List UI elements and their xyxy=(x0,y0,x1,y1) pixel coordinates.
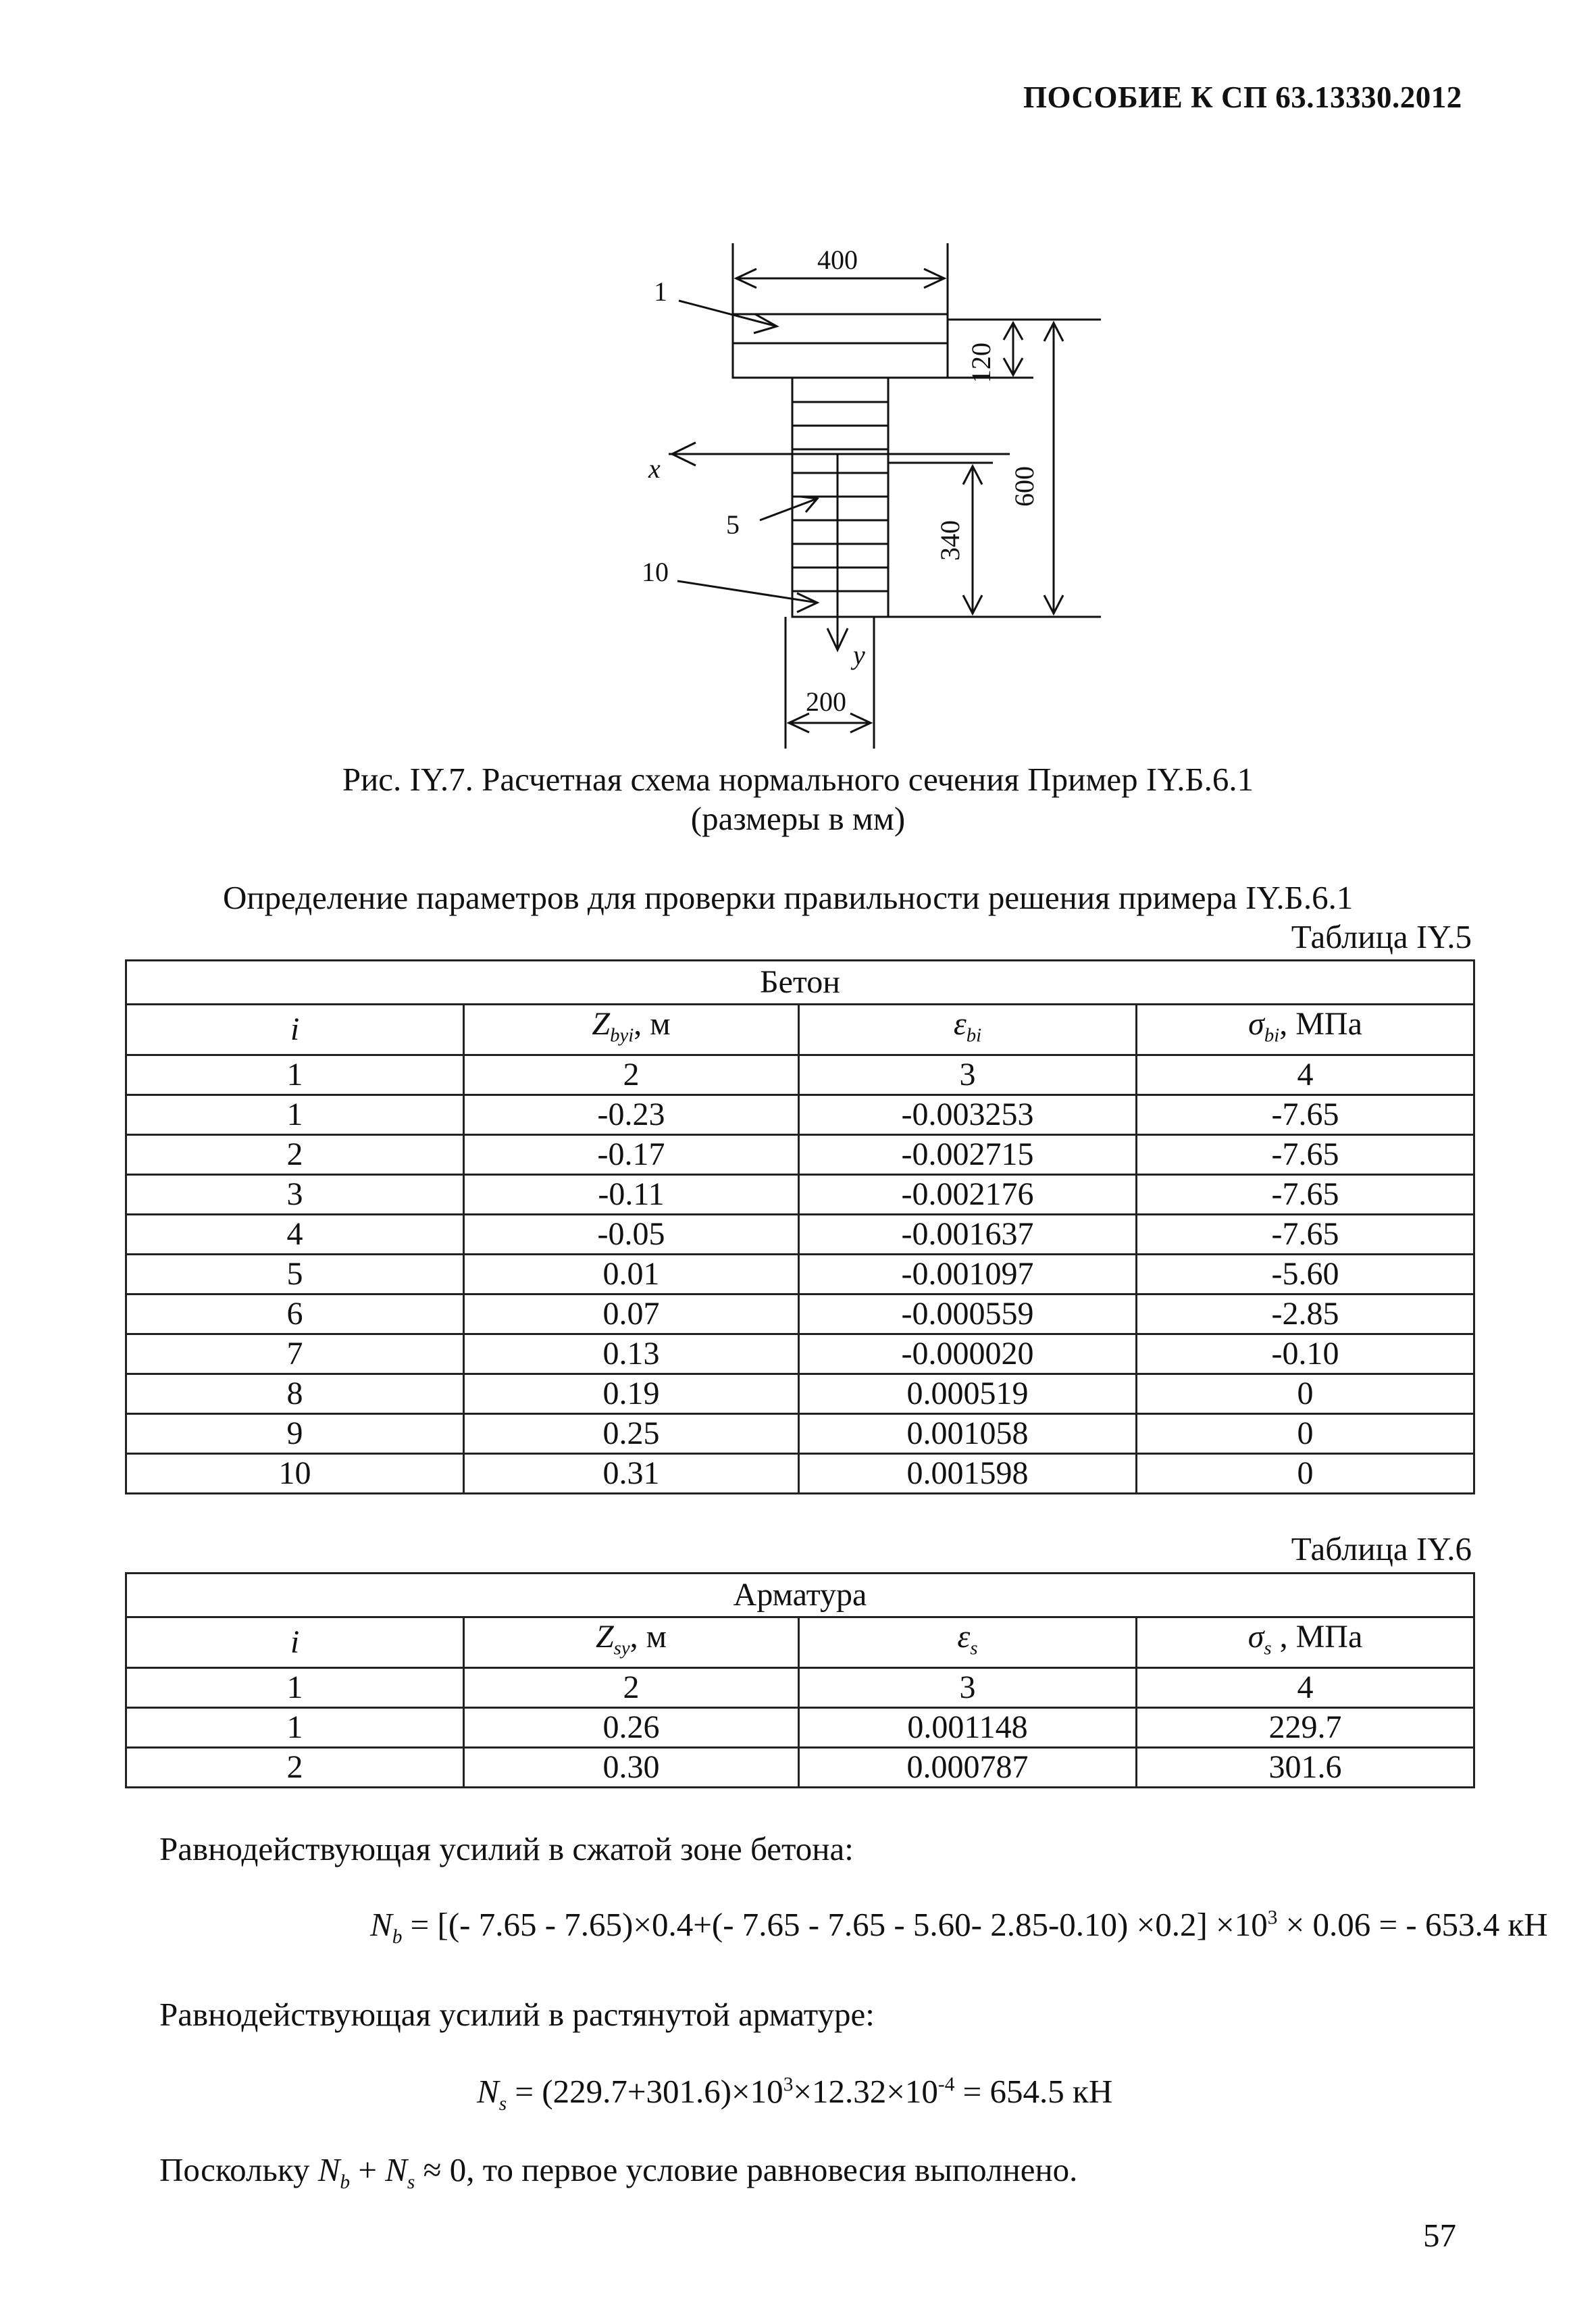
table6-row xyxy=(126,1708,1474,1748)
definition-title: Определение параметров для проверки правильности решения примера IY.Б.6.1 xyxy=(223,879,1354,916)
table-cell: 301.6 xyxy=(1137,1748,1474,1788)
table-cell: 8 xyxy=(126,1374,464,1414)
table5-header-eps: $\varepsilon_{bi}$ xyxy=(799,1005,1137,1055)
label-1: 1 xyxy=(654,276,667,307)
table-cell: 2 xyxy=(126,1135,464,1175)
table5-row xyxy=(126,1135,1474,1175)
table-cell: -7.65 xyxy=(1137,1175,1474,1215)
label-y: y xyxy=(853,640,865,670)
table-cell: -0.23 xyxy=(464,1095,799,1135)
table-cell: -7.65 xyxy=(1137,1095,1474,1135)
table6-header-eps: $\varepsilon_s$ xyxy=(799,1617,1137,1668)
table-cell: -2.85 xyxy=(1137,1294,1474,1334)
table-cell: -5.60 xyxy=(1137,1255,1474,1294)
table6-numbering-row: 1 2 3 4 xyxy=(126,1668,1474,1708)
table-reinforcement xyxy=(125,1572,1475,1788)
table-cell: 10 xyxy=(126,1454,464,1494)
table5-header-z: $Z_{byi}$, м xyxy=(464,1005,799,1055)
table-cell: -0.05 xyxy=(464,1215,799,1255)
table-cell: 7 xyxy=(126,1334,464,1374)
paragraph-rebar-resultant: Равнодействующая усилий в растянутой арматуре: xyxy=(159,1996,875,2033)
table-cell: -0.11 xyxy=(464,1175,799,1215)
label-120: 120 xyxy=(966,343,996,383)
table5-row xyxy=(126,1334,1474,1374)
table-cell: -0.001637 xyxy=(799,1215,1137,1255)
label-5: 5 xyxy=(726,509,740,540)
table-cell: 3 xyxy=(126,1175,464,1215)
page-number: 57 xyxy=(1423,2217,1456,2254)
table-cell: 6 xyxy=(126,1294,464,1334)
label-600: 600 xyxy=(1009,466,1039,507)
table-cell: -0.002176 xyxy=(799,1175,1137,1215)
table-concrete xyxy=(125,959,1475,1494)
table-cell: 0.001058 xyxy=(799,1414,1137,1454)
table6-header-z: $Z_{sy}$, м xyxy=(464,1617,799,1668)
table5-row xyxy=(126,1255,1474,1294)
table-cell: 0.13 xyxy=(464,1334,799,1374)
label-10: 10 xyxy=(642,557,669,587)
label-x: x xyxy=(648,453,661,484)
label-400: 400 xyxy=(817,245,858,275)
table-cell: 0.31 xyxy=(464,1454,799,1494)
section-diagram xyxy=(0,0,1596,757)
table-cell: 0.001598 xyxy=(799,1454,1137,1494)
table6-header-i: i xyxy=(126,1617,464,1668)
table5-header-sigma: $\sigma_{bi}$, МПа xyxy=(1137,1005,1474,1055)
table-cell: 0.000787 xyxy=(799,1748,1137,1788)
table-cell: -7.65 xyxy=(1137,1215,1474,1255)
table6-row xyxy=(126,1748,1474,1788)
table-cell: -7.65 xyxy=(1137,1135,1474,1175)
table-cell: 0.000519 xyxy=(799,1374,1137,1414)
table-cell: 0.07 xyxy=(464,1294,799,1334)
table-cell: 0.25 xyxy=(464,1414,799,1454)
table5-row xyxy=(126,1175,1474,1215)
table5-numbering-row: 1 2 3 4 xyxy=(126,1055,1474,1095)
table-cell: 0.26 xyxy=(464,1708,799,1748)
table-cell: 5 xyxy=(126,1255,464,1294)
table-cell: 9 xyxy=(126,1414,464,1454)
formula-ns: $N_s = (229.7+301.6)\times 10^3\times 12.32\times 10^{-4} = 654.5$ кН xyxy=(477,2073,1113,2115)
table-cell: 1 xyxy=(126,1708,464,1748)
paragraph-concrete-resultant: Равнодействующая усилий в сжатой зоне бетона: xyxy=(159,1830,854,1867)
table-cell: 0.01 xyxy=(464,1255,799,1294)
figure-caption: Рис. IY.7. Расчетная схема нормального сечения Пример IY.Б.6.1 xyxy=(342,761,1254,798)
table-cell: -0.000020 xyxy=(799,1334,1137,1374)
table-cell: 1 xyxy=(126,1095,464,1135)
table-cell: 0.30 xyxy=(464,1748,799,1788)
table5-row xyxy=(126,1215,1474,1255)
table-cell: 0 xyxy=(1137,1374,1474,1414)
table-cell: -0.003253 xyxy=(799,1095,1137,1135)
table-cell: 4 xyxy=(126,1215,464,1255)
table-cell: 2 xyxy=(126,1748,464,1788)
table5-group-header: Бетон xyxy=(126,961,1474,1005)
paragraph-equilibrium-conclusion: Поскольку $N_b + N_s \approx 0$, то первое условие равновесия выполнено. xyxy=(159,2151,1078,2193)
table-cell: -0.000559 xyxy=(799,1294,1137,1334)
table5-row xyxy=(126,1294,1474,1334)
table-cell: 229.7 xyxy=(1137,1708,1474,1748)
table-cell: -0.002715 xyxy=(799,1135,1137,1175)
table-cell: 0.19 xyxy=(464,1374,799,1414)
table5-label: Таблица IY.5 xyxy=(1291,918,1472,955)
table5-row xyxy=(126,1454,1474,1494)
table-cell: 0 xyxy=(1137,1454,1474,1494)
table-cell: -0.10 xyxy=(1137,1334,1474,1374)
table6-label: Таблица IY.6 xyxy=(1291,1530,1472,1567)
label-200: 200 xyxy=(806,686,846,717)
formula-nb: $N_b$ = [(- 7.65 - 7.65)×0.4+(- 7.65 - 7.65 - 5.60- $2.85-0.10) \times 0.2] \times 10^3 \times 0.06$ = - 653.4 кН xyxy=(370,1906,1548,1948)
table5-row xyxy=(126,1095,1474,1135)
label-340: 340 xyxy=(935,520,965,561)
table-cell: -0.001097 xyxy=(799,1255,1137,1294)
figure-caption-units: (размеры в мм) xyxy=(690,800,906,837)
table-cell: 0.001148 xyxy=(799,1708,1137,1748)
table5-row xyxy=(126,1374,1474,1414)
table5-header-i: i xyxy=(126,1005,464,1055)
table-cell: -0.17 xyxy=(464,1135,799,1175)
table6-group-header: Арматура xyxy=(126,1574,1474,1617)
table-cell: 0 xyxy=(1137,1414,1474,1454)
table6-header-sigma: $\sigma_s$ , МПа xyxy=(1137,1617,1474,1668)
table5-row xyxy=(126,1414,1474,1454)
running-header: ПОСОБИЕ К СП 63.13330.2012 xyxy=(1023,80,1462,114)
